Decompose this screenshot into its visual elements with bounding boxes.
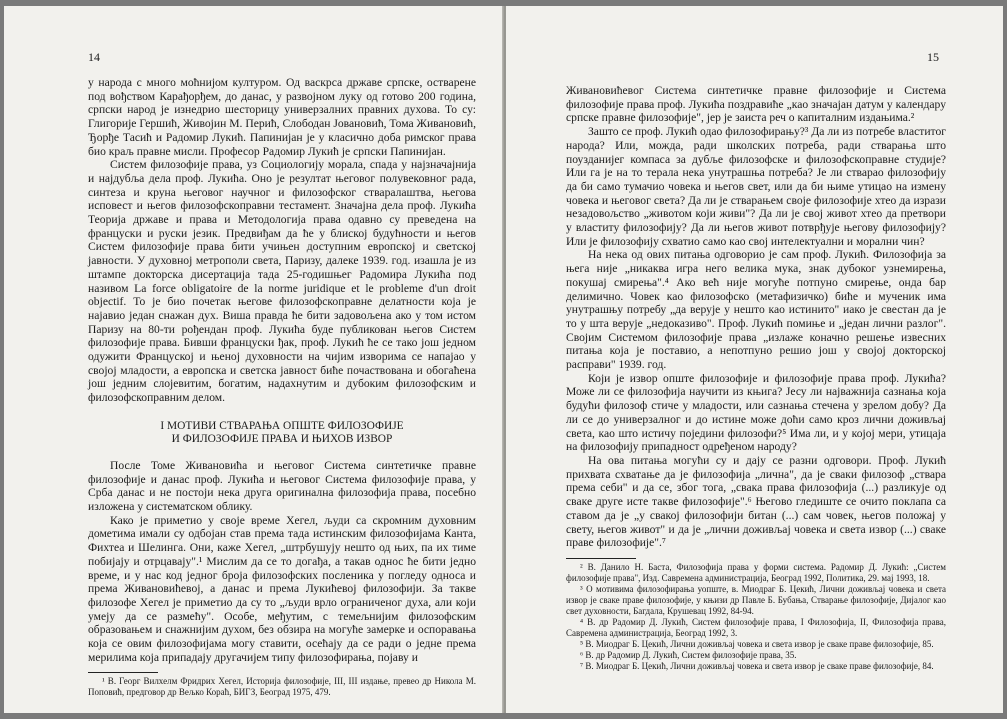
footnote-rule (88, 672, 158, 673)
paragraph: После Томе Живановића и његовог Система синтетичке правне филозофије и данас проф. Лукића и његовог Система филозофије права, у Срба данас и не постоји нека друга оригинална филозофија права, посебно изложена у систематском облику. (88, 458, 476, 513)
left-page (4, 6, 504, 713)
footnote: ⁷ В. Миодраг Б. Цекић, Лични доживљај човека и света извор је сваке праве филозофије, 84. (580, 660, 934, 671)
footnote: ⁵ В. Миодраг Б. Цекић, Лични доживљај човека и света извор је сваке праве филозофије, 85. (580, 638, 934, 649)
paragraph: Зашто се проф. Лукић одао филозофирању?³ Да ли из потребе властитог народа? Или, можда, ради школских потреба, ради стварања што поузданијег компаса за дубље филозофске и филозофскоправне студије? Или га је на то терала нека унутрашња потреба? Је ли стварао филозофију да би само тумачио човека и његов свет, или да би њиме утицао на измену човека и његовог света? Да ли је стварањем своје филозофије хтео да изрази незадовољство „животом који живи"? Да ли је свој живот хтео да претвори у властиту филозофију? Да ли његов живот потврђује његову филозофију? Или је филозофију схватио само као свој интелектуални и морални чин? (566, 125, 946, 248)
paragraph: у народа с много моћнијом културом. Од васкрса државе српске, остварене под вођством Карађорђем, до данас, у развојном луку од готово 200 година, српски народ је изнедрио шесторицу универзалних правних духова. То су: Глигорије Гершић, Живојин М. Перић, Слободан Јовановић, Тома Живановић, Ђорђе Тасић и Радомир Лукић. Папинијан је у класично доба римског права био краљ правне мисли. Професор Радомир Лукић је српски Папинијан. (88, 76, 476, 158)
right-page (506, 6, 1003, 713)
section-heading (88, 420, 476, 447)
footnote-rule (566, 558, 636, 559)
paragraph: Систем филозофије права, уз Социологију морала, спада у најзначајнија и најдубља дела проф. Лукића. Оно је резултат његовог полувековног рада, синтеза и круна његовог научног и филозофског стваралаштва, његова исповест и његов филозофскоправни тестамент. Значајна дела проф. Лукића Теорија државе и права и Методологија права одавно су преведена на француски и руски језик. Предвиђам да ће у блиској будућности и његов Систем филозофије права бити учињен доступним европској и светској јавности. У духовној метрополи света, Паризу, далеке 1939. год. изашла је из штампе докторска дисертација тада 25-годишњег Радомира Лукића под називом La force obligatoire de la norme juridique et le probleme d'un droit objectif. То је био почетак његове филозофскоправне делатности која је најавио један снажан дух. Виша правда ће бити задовољена ако у том истом Паризу на 80-ти рођендан проф. Лукића буде публикован његов Систем филозофије права. Бивши француски ђак, проф. Лукић ће се тако још једном одужити Француској и њеној духовности на чијим изворима се напајао у својој младости, а европска и светска јавност биће почаствована и обогаћена још једним слојевитим, богатим, надахнутим и дубоким филозофским и филозофскоправним делом. (88, 158, 476, 405)
paragraph: Живановићевог Система синтетичке правне филозофије и Система филозофије права проф. Лукића поздравиће „као значајан датум у календару српске правне филозофије", јер је заиста реч о капиталним издањима.² (566, 84, 946, 125)
section-heading-line: I МОТИВИ СТВАРАЊА ОПШТЕ ФИЛОЗОФИЈЕ (160, 419, 404, 432)
right-page-body (566, 84, 946, 672)
footnote: ⁴ В. др Радомир Д. Лукић, Систем филозофије права, I Филозофија, II, Филозофија права, Савремена администрација, Београд 1992, 3. (566, 616, 946, 638)
left-page-body (88, 76, 476, 698)
paragraph: Који је извор опште филозофије и филозофије права проф. Лукића? Може ли се филозофија научити из књига? Јесу ли најважнија сазнања која будући филозоф стиче у младости, или сазнања стечена у зрелом добу? Да ли се до универзалног и до истине може доћи само кроз лични доживљај света, као што истичу поједини филозофи?⁵ Има ли, и у којој мери, утицаја на филозофију припадност одређеном народу? (566, 371, 946, 454)
footnote: ⁶ В. др Радомир Д. Лукић, Систем филозофије права, 35. (580, 649, 797, 660)
page-number-right: 15 (927, 50, 939, 64)
paragraph: На нека од ових питања одговорио је сам проф. Лукић. Филозофија за њега није „никаква игра него велика мука, знак дубоког узнемирења, покушај смирења".⁴ Ако већ није могуће потпуно смирење, онда бар делимично. Човек као филозофско (метафизичко) биће и мученик има унутрашњу потребу „да верује у нешто као истинито" иако је свестан да је то у шта верује „недоказиво". Проф. Лукић помиње и „један лични разлог". Својим Системом филозофије права „излаже коначно решење извесних питања која је поставио, а непотпуно решио још у својој докторској расправи" 1939. год. (566, 248, 946, 372)
footnote: ³ О мотивима филозофирања уопште, в. Миодраг Б. Цекић, Лични доживљај човека и света извор је сваке праве филозофије, у књизи др Павле Б. Бубања, Стварање филозофије, Дијалог као свет духовности, Багдала, Крушевац 1992, 84-94. (566, 583, 946, 616)
footnote: ¹ В. Георг Вилхелм Фридрих Хегел, Историја филозофије, III, III издање, превео др Никола М. Поповић, предговор др Вељко Кораћ, БИГЗ, Београд 1975, 479. (88, 676, 476, 698)
footnote: ² В. Данило Н. Баста, Филозофија права у форми система. Радомир Д. Лукић: „Систем филозофије права", Изд. Савремена администрација, Београд 1992, Политика, 29. мај 1993, 18. (566, 561, 946, 583)
section-heading-line: И ФИЛОЗОФИЈЕ ПРАВА И ЊИХОВ ИЗВОР (171, 433, 393, 446)
paragraph: Како је приметио у своје време Хегел, људи са скромним духовним дометима имали су одбојан став према тада истинским филозофијама Канта, Фихтеа и Шелинга. Они, каже Хегел, „штрбушују нешто од њих, па их тиме побијају и отрцавају".¹ Мислим да се то догађа, а такав однос ће бити једно време, и у нас код једног броја филозофских посленика у погледу односа и према Живановићевој, а данас и према Лукићевој филозофији. За такве филозофе Хегел је приметио да су то „људи врло ограниченог духа, али који умеју да се размећу". Особе, међутим, с темељнијим филозофским образовањем и снажнијим духом, без обзира на могуће замерке и оспоравања која се овим филозофијама могу ставити, осећају да се ради о једне према мерилима која припадају другачијем типу филозофирања, појаву и (88, 513, 476, 664)
paragraph: На ова питања могући су и дају се разни одговори. Проф. Лукић прихвата схватање да је филозофија „лична", да је сваки филозоф „ствара према себи" и да се, због тога, „свака права филозофија (...) разликује од сваке друге исте такве филозофије".⁶ Његово гледиште се очито поклапа са ставом да је „у свакој филозофији битан (...) сам човек, његов положај у свету, његов живот" и да је „лични доживљај човека и света извор (...) сваке праве филозофије".⁷ (566, 453, 946, 550)
page-number-left: 14 (88, 50, 100, 64)
